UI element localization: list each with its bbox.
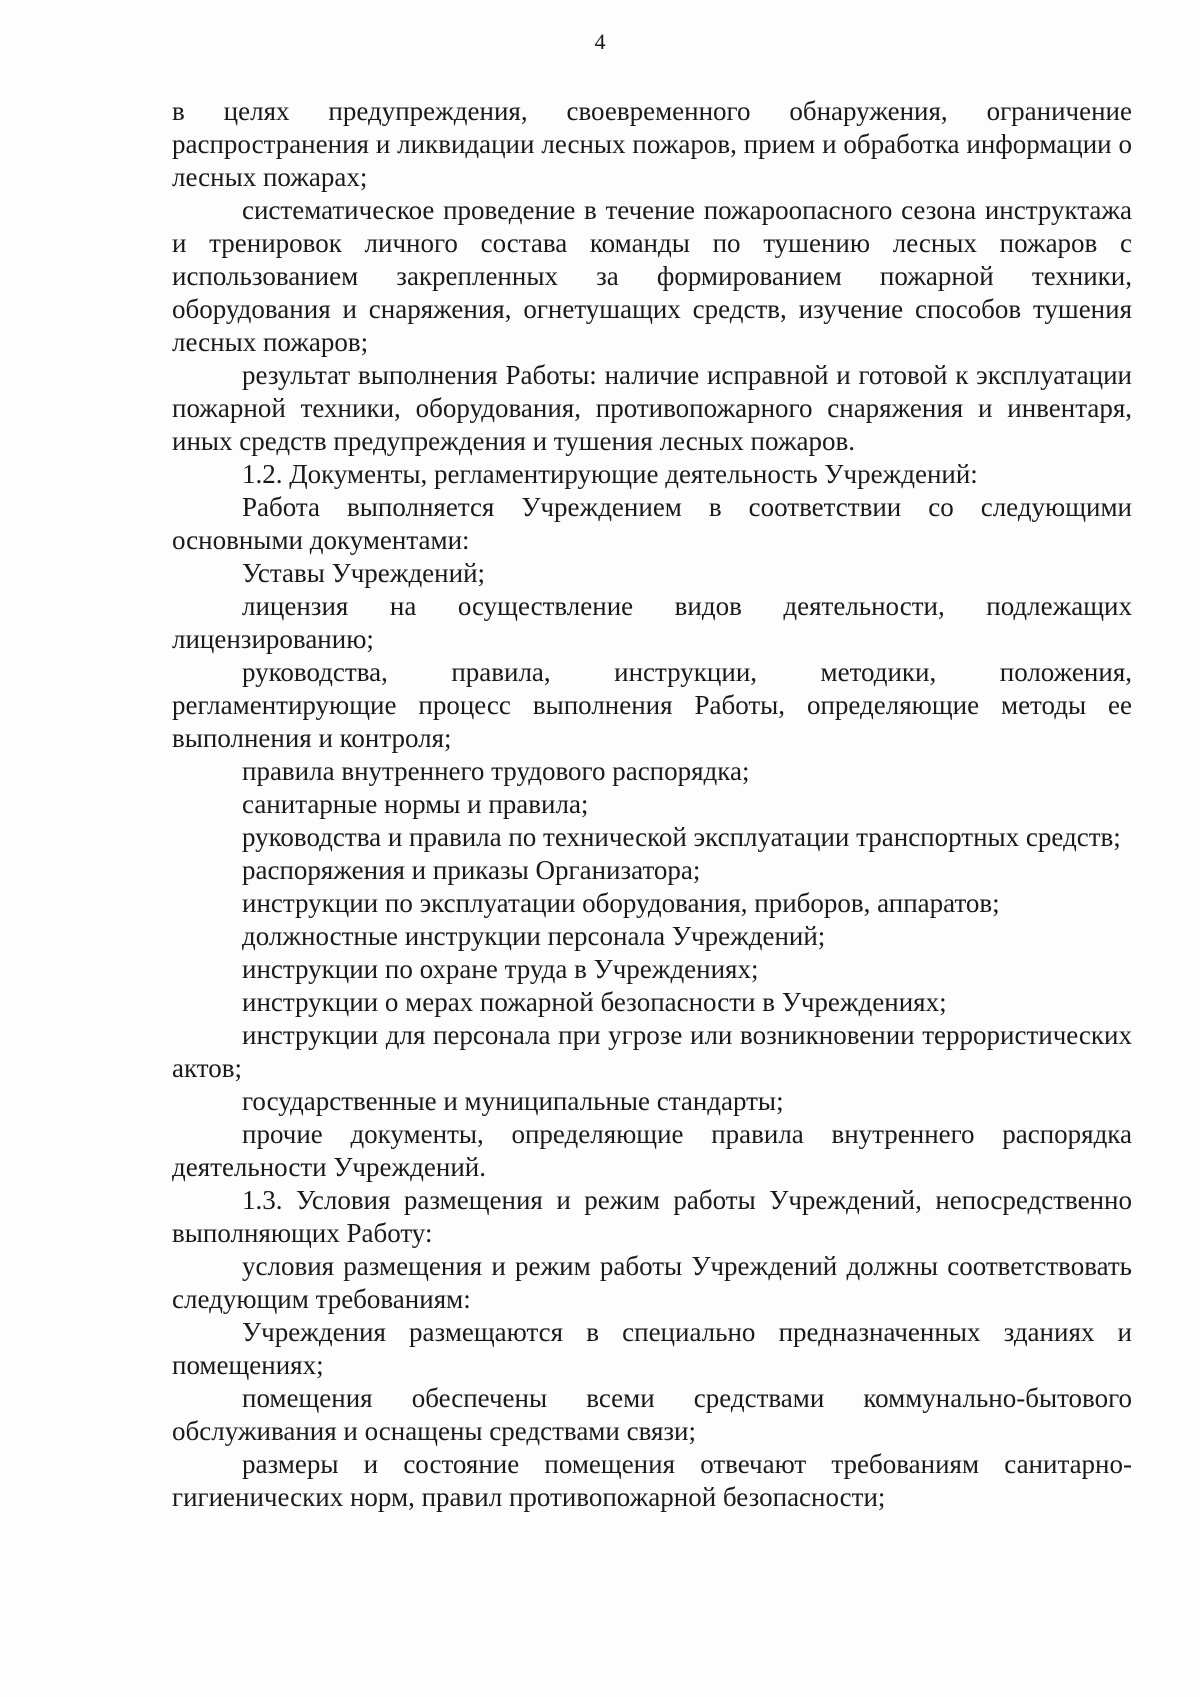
section-heading-1-2: 1.2. Документы, регламентирующие деятельность Учреждений:	[242, 459, 978, 489]
page-number: 4	[594, 29, 606, 54]
list-item-equipment-instructions: инструкции по эксплуатации оборудования, приборов, аппаратов;	[242, 888, 1000, 918]
paragraph-main-documents: Работа выполняется Учреждением в соответствии со следующими основными документами:	[172, 492, 1132, 555]
list-item-room-requirements: размеры и состояние помещения отвечают требованиям санитарно-гигиенических норм, правил противопожарной безопасности;	[172, 1449, 1132, 1512]
list-item-buildings: Учреждения размещаются в специально предназначенных зданиях и помещениях;	[172, 1317, 1132, 1380]
section-heading-1-3: 1.3. Условия размещения и режим работы Учреждений, непосредственно выполняющих Работу:	[172, 1185, 1132, 1248]
list-item-labor-safety: инструкции по охране труда в Учреждениях;	[242, 954, 759, 984]
list-item-terrorism: инструкции для персонала при угрозе или возникновении террористических актов;	[172, 1020, 1132, 1083]
list-item-utilities: помещения обеспечены всеми средствами коммунально-бытового обслуживания и оснащены средствами связи;	[172, 1383, 1132, 1446]
list-item-job-descriptions: должностные инструкции персонала Учреждений;	[242, 921, 826, 951]
list-item-charters: Уставы Учреждений;	[242, 558, 486, 588]
list-item-fire-safety: инструкции о мерах пожарной безопасности в Учреждениях;	[242, 987, 947, 1017]
paragraph-fire-prevention: в целях предупреждения, своевременного обнаружения, ограничение распространения и ликвидации лесных пожаров, прием и обработка информации о лесных пожарах;	[172, 96, 1132, 192]
list-item-labor-rules: правила внутреннего трудового распорядка;	[242, 756, 750, 786]
list-item-orders: распоряжения и приказы Организатора;	[242, 855, 701, 885]
document-body	[172, 95, 1132, 1514]
list-item-guidelines: руководства, правила, инструкции, методики, положения, регламентирующие процесс выполнения Работы, определяющие методы ее выполнения и контроля;	[172, 657, 1132, 753]
paragraph-work-result: результат выполнения Работы: наличие исправной и готовой к эксплуатации пожарной техники, оборудования, противопожарного снаряжения и инвентаря, иных средств предупреждения и тушения лесных пожаров.	[172, 360, 1132, 456]
list-item-other-documents: прочие документы, определяющие правила внутреннего распорядка деятельности Учреждений.	[172, 1119, 1132, 1182]
paragraph-placement-conditions: условия размещения и режим работы Учреждений должны соответствовать следующим требованиям:	[172, 1251, 1132, 1314]
list-item-vehicle-rules: руководства и правила по технической эксплуатации транспортных средств;	[242, 822, 1121, 852]
list-item-standards: государственные и муниципальные стандарты;	[242, 1086, 784, 1116]
list-item-license: лицензия на осуществление видов деятельности, подлежащих лицензированию;	[172, 591, 1132, 654]
paragraph-training: систематическое проведение в течение пожароопасного сезона инструктажа и тренировок личного состава команды по тушению лесных пожаров с использованием закрепленных за формированием пожарной техники, оборудования и снаряжения, огнетушащих средств, изучение способов тушения лесных пожаров;	[172, 195, 1132, 357]
list-item-sanitary-norms: санитарные нормы и правила;	[242, 789, 589, 819]
